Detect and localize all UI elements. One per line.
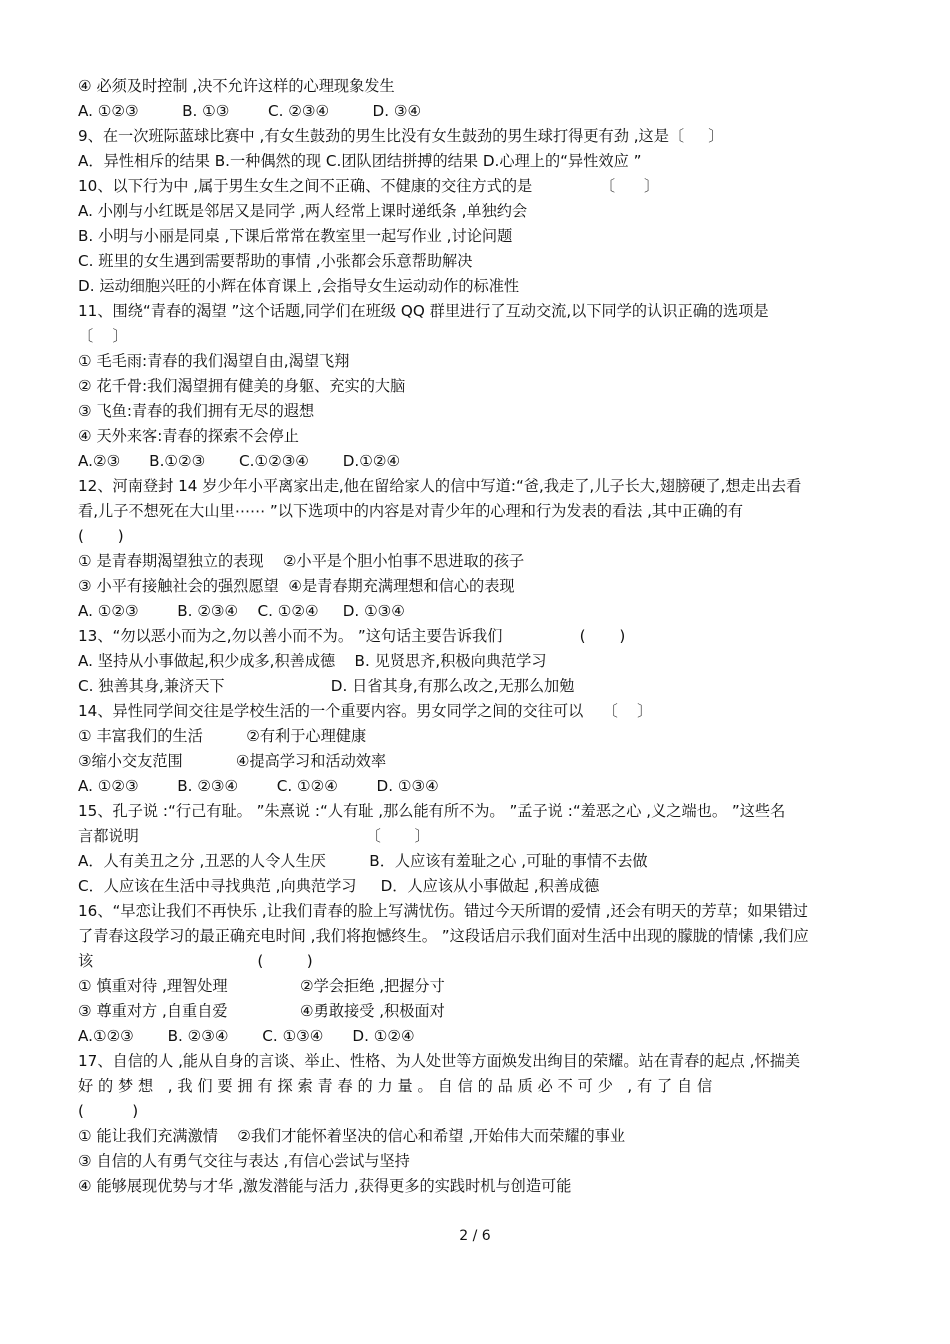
text-line: 了青春这段学习的最正确充电时间 ,我们将抱憾终生。 ”这段话启示我们面对生活中出现的朦胧的情愫 ,我们应 xyxy=(78,927,809,945)
text-line: ① 是青春期渴望独立的表现 ②小平是个胆小怕事不思进取的孩子 xyxy=(78,552,525,570)
question-9: 9、在一次班际蓝球比赛中 ,有女生鼓劲的男生比没有女生鼓劲的男生球打得更有劲 ,这是〔 〕 xyxy=(78,127,724,145)
text-line: ④ 天外来客:青春的探索不会停止 xyxy=(78,427,299,445)
text-line: 好 的 梦 想 , 我 们 要 拥 有 探 索 青 春 的 力 量 。 自 信 的 品 质 必 不 可 少 , 有 了 自 信 xyxy=(78,1077,713,1095)
question-16: 16、“早恋让我们不再快乐 ,让我们青春的脸上写满忧伤。错过今天所谓的爱情 ,还会有明天的芳草；如果错过 xyxy=(78,902,808,920)
text-line: ④ 能够展现优势与才华 ,激发潜能与活力 ,获得更多的实践时机与创造可能 xyxy=(78,1177,572,1195)
text-line: ① 丰富我们的生活 ②有利于心理健康 xyxy=(78,727,367,745)
question-17: 17、自信的人 ,能从自身的言谈、举止、性格、为人处世等方面焕发出绚目的荣耀。站在青春的起点 ,怀揣美 xyxy=(78,1052,801,1070)
text-line: 〔 〕 xyxy=(78,327,128,345)
text-line: ① 能让我们充满激情 ②我们才能怀着坚决的信心和希望 ,开始伟大而荣耀的事业 xyxy=(78,1127,626,1145)
text-line: B. 小明与小丽是同桌 ,下课后常常在教室里一起写作业 ,讨论问题 xyxy=(78,227,513,245)
text-line: A.①②③ B. ②③④ C. ①③④ D. ①②④ xyxy=(78,1027,415,1045)
question-10: 10、以下行为中 ,属于男生女生之间不正确、不健康的交往方式的是 〔 〕 xyxy=(78,177,660,195)
text-line: ① 毛毛雨:青春的我们渴望自由,渴望飞翔 xyxy=(78,352,350,370)
text-line: A．人有美丑之分 ,丑恶的人令人生厌 B．人应该有羞耻之心 ,可耻的事情不去做 xyxy=(78,852,648,870)
text-line: A. 坚持从小事做起,积少成多,积善成德 B. 见贤思齐,积极向典范学习 xyxy=(78,652,547,670)
text-line: ③ 自信的人有勇气交往与表达 ,有信心尝试与坚持 xyxy=(78,1152,410,1170)
text-line: C. 班里的女生遇到需要帮助的事情 ,小张都会乐意帮助解决 xyxy=(78,252,473,270)
question-15: 15、孔子说 :“行己有耻。 ”朱熹说 :“人有耻 ,那么能有所不为。 ”孟子说 :“羞恶之心 ,义之端也。 ”这些名 xyxy=(78,802,786,820)
text-line: ② 花千骨:我们渴望拥有健美的身躯、充实的大脑 xyxy=(78,377,406,395)
text-line: A. ①②③ B. ①③ C. ②③④ D. ③④ xyxy=(78,102,422,120)
text-line: 该 ( ) xyxy=(78,952,313,970)
question-13: 13、“勿以恶小而为之,勿以善小而不为。 ”这句话主要告诉我们 ( ) xyxy=(78,627,626,645)
text-line: A. ①②③ B. ②③④ C. ①②④ D. ①③④ xyxy=(78,777,439,795)
text-line: C. 独善其身,兼济天下 D. 日省其身,有那么改之,无那么加勉 xyxy=(78,677,575,695)
page-number: 2 / 6 xyxy=(459,1228,491,1244)
question-11: 11、围绕“青春的渴望 ”这个话题,同学们在班级 QQ 群里进行了互动交流,以下同学的认识正确的选项是 xyxy=(78,302,769,320)
text-line: A. 小刚与小红既是邻居又是同学 ,两人经常上课时递纸条 ,单独约会 xyxy=(78,202,528,220)
text-line: ③ 尊重对方 ,自重自爱 ④勇敢接受 ,积极面对 xyxy=(78,1002,445,1020)
text-line: ③缩小交友范围 ④提高学习和活动效率 xyxy=(78,752,387,770)
text-line: ( ) xyxy=(78,527,124,545)
text-line: ③ 小平有接触社会的强烈愿望 ④是青春期充满理想和信心的表现 xyxy=(78,577,515,595)
text-line: ① 慎重对待 ,理智处理 ②学会拒绝 ,把握分寸 xyxy=(78,977,445,995)
text-line: A．异性相斥的结果 B.一种偶然的现 C.团队团结拼搏的结果 D.心理上的“异性效应 ” xyxy=(78,152,642,170)
text-line: A.②③ B.①②③ C.①②③④ D.①②④ xyxy=(78,452,401,470)
question-14: 14、异性同学间交往是学校生活的一个重要内容。男女同学之间的交往可以 〔 〕 xyxy=(78,702,653,720)
text-line: ④ 必须及时控制 ,决不允许这样的心理现象发生 xyxy=(78,77,395,95)
text-line: ③ 飞鱼:青春的我们拥有无尽的遐想 xyxy=(78,402,315,420)
text-line: 看,儿子不想死在大山里⋯⋯ ”以下选项中的内容是对青少年的心理和行为发表的看法 ,其中正确的有 xyxy=(78,502,744,520)
text-line: ( ) xyxy=(78,1102,139,1120)
text-line: 言都说明 〔 〕 xyxy=(78,827,430,845)
text-line: D. 运动细胞兴旺的小辉在体育课上 ,会指导女生运动动作的标准性 xyxy=(78,277,520,295)
text-line: A. ①②③ B. ②③④ C. ①②④ D. ①③④ xyxy=(78,602,405,620)
question-12: 12、河南登封 14 岁少年小平离家出走,他在留给家人的信中写道:“爸,我走了,儿子长大,翅膀硬了,想走出去看 xyxy=(78,477,802,495)
text-line: C．人应该在生活中寻找典范 ,向典范学习 D．人应该从小事做起 ,积善成德 xyxy=(78,877,600,895)
